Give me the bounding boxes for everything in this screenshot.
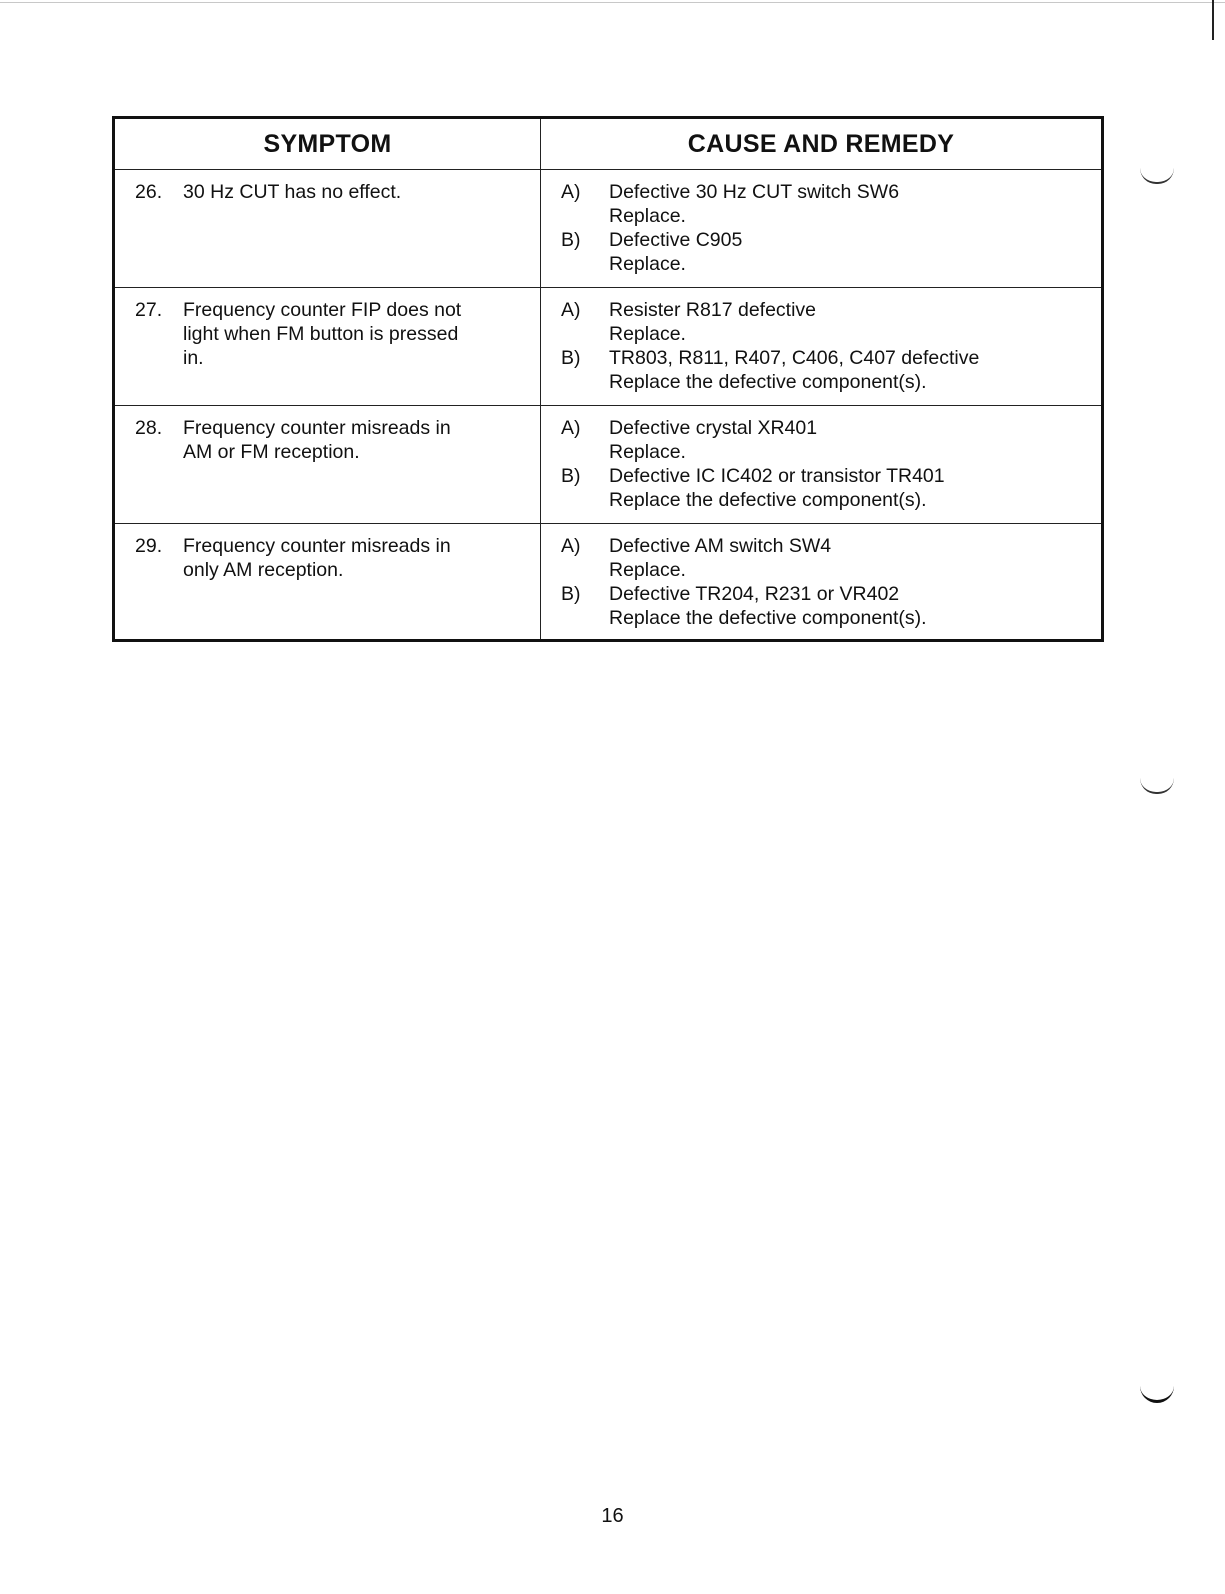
remedy-action: Replace. bbox=[609, 323, 686, 345]
binder-hole-mark bbox=[1140, 168, 1174, 184]
remedy-cause: Defective 30 Hz CUT switch SW6 bbox=[609, 181, 900, 203]
remedy-cause: Defective C905 bbox=[609, 229, 743, 251]
remedy-action: Replace the defective component(s). bbox=[609, 371, 927, 393]
troubleshooting-table bbox=[112, 116, 1104, 642]
table-row bbox=[115, 170, 1101, 288]
remedy-item bbox=[541, 534, 1101, 582]
remedy-action: Replace the defective component(s). bbox=[609, 489, 927, 511]
cause-remedy-cell bbox=[541, 524, 1101, 639]
symptom-text: Frequency counter misreads in only AM reception. bbox=[183, 535, 451, 581]
symptom-number: 29. bbox=[135, 535, 163, 557]
remedy-action: Replace. bbox=[609, 441, 686, 463]
remedy-action: Replace. bbox=[609, 205, 686, 227]
remedy-letter: B) bbox=[561, 229, 581, 251]
binder-hole-mark bbox=[1140, 778, 1174, 794]
remedy-cause: Defective IC IC402 or transistor TR401 bbox=[609, 465, 945, 487]
remedy-letter: A) bbox=[561, 299, 581, 321]
cause-remedy-cell bbox=[541, 288, 1101, 405]
binder-hole-mark bbox=[1140, 1386, 1174, 1403]
symptom-number: 28. bbox=[135, 417, 163, 439]
table-header-row bbox=[115, 119, 1101, 170]
scan-right-edge bbox=[1212, 0, 1214, 40]
symptom-cell bbox=[115, 170, 541, 287]
remedy-letter: A) bbox=[561, 417, 581, 439]
remedy-item bbox=[541, 346, 1101, 394]
symptom-cell bbox=[115, 406, 541, 523]
remedy-item bbox=[541, 228, 1101, 276]
remedy-item bbox=[541, 416, 1101, 464]
table-row bbox=[115, 288, 1101, 406]
remedy-action: Replace. bbox=[609, 253, 686, 275]
symptom-number: 27. bbox=[135, 299, 163, 321]
remedy-letter: B) bbox=[561, 465, 581, 487]
remedy-letter: B) bbox=[561, 347, 581, 369]
page-number: 16 bbox=[601, 1505, 624, 1527]
remedy-letter: B) bbox=[561, 583, 581, 605]
remedy-cause: Defective crystal XR401 bbox=[609, 417, 818, 439]
symptom-text: 30 Hz CUT has no effect. bbox=[183, 181, 402, 203]
symptom-text: Frequency counter FIP does not light when FM button is pressed in. bbox=[183, 299, 462, 369]
symptom-cell bbox=[115, 288, 541, 405]
cause-remedy-cell bbox=[541, 170, 1101, 287]
remedy-letter: A) bbox=[561, 535, 581, 557]
cause-remedy-cell bbox=[541, 406, 1101, 523]
remedy-cause: Resister R817 defective bbox=[609, 299, 817, 321]
remedy-cause: Defective TR204, R231 or VR402 bbox=[609, 583, 900, 605]
remedy-item bbox=[541, 464, 1101, 512]
symptom-cell bbox=[115, 524, 541, 639]
remedy-action: Replace. bbox=[609, 559, 686, 581]
remedy-cause: Defective AM switch SW4 bbox=[609, 535, 832, 557]
remedy-item bbox=[541, 180, 1101, 228]
cause-remedy-column-header: CAUSE AND REMEDY bbox=[687, 129, 955, 158]
remedy-letter: A) bbox=[561, 181, 581, 203]
table-row bbox=[115, 524, 1101, 639]
remedy-action: Replace the defective component(s). bbox=[609, 607, 927, 629]
remedy-item bbox=[541, 582, 1101, 630]
symptom-column-header: SYMPTOM bbox=[115, 119, 541, 169]
remedy-cause: TR803, R811, R407, C406, C407 defective bbox=[609, 347, 980, 369]
remedy-item bbox=[541, 298, 1101, 346]
scan-top-edge bbox=[0, 2, 1225, 3]
symptom-number: 26. bbox=[135, 181, 163, 203]
table-row bbox=[115, 406, 1101, 524]
symptom-text: Frequency counter misreads in AM or FM reception. bbox=[183, 417, 451, 463]
